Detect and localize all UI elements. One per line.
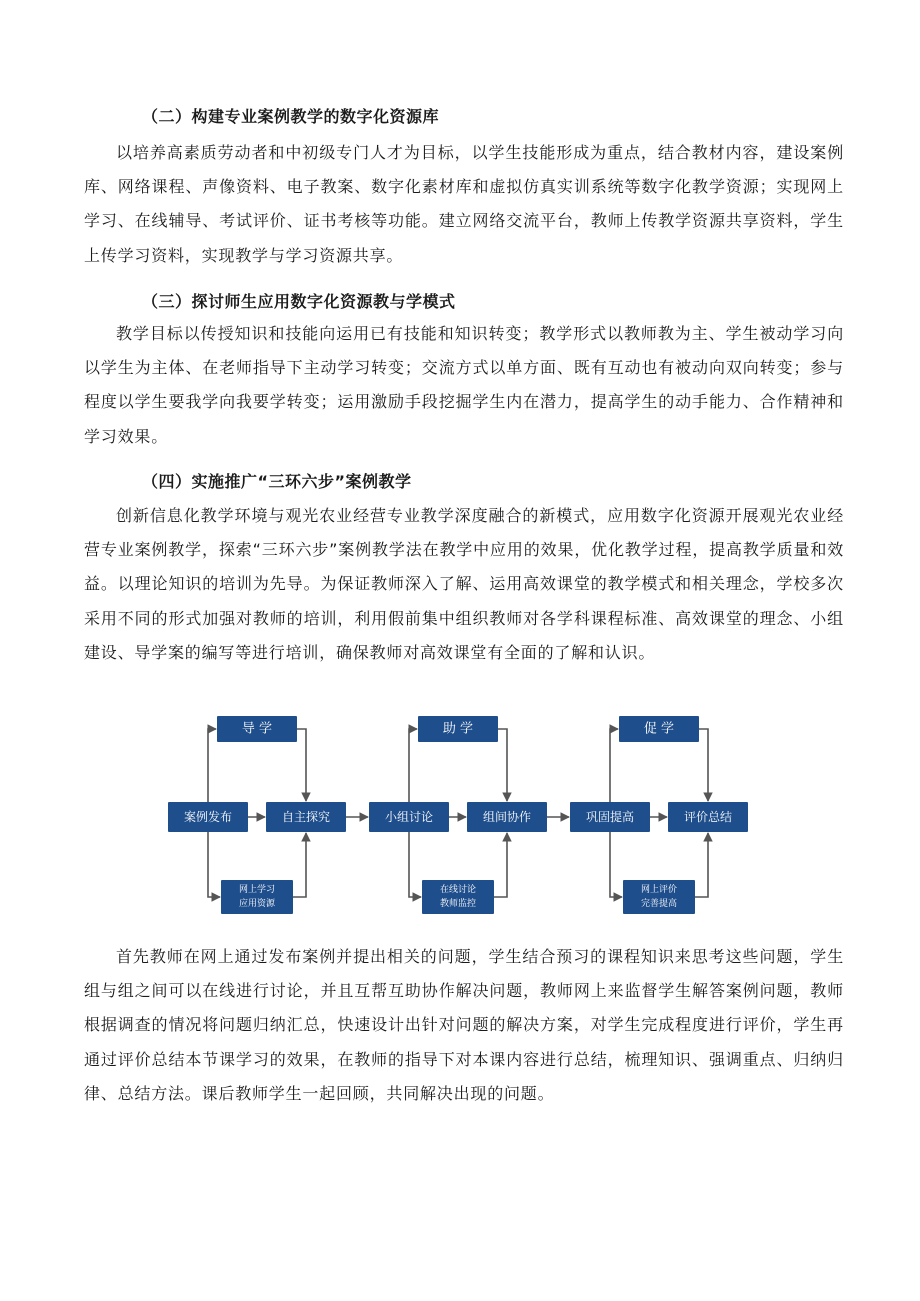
step-label: 小组讨论 (384, 810, 434, 824)
section-paragraph-3: 教学目标以传授知识和技能向运用已有技能和知识转变；教学形式以教师教为主、学生被动学习向以学生为主体、在老师指导下主动学习转变；交流方式以单方面、既有互动也有被动向双向转变；参与程度以学生要我学向我要学转变；运用激励手段挖掘学生内在潜力，提高学生的动手能力、合作精神和学习效果。 (84, 324, 844, 446)
ring-top-label: 助 学 (442, 721, 474, 737)
three-rings-six-steps-diagram (150, 700, 770, 930)
section-paragraph-4: 创新信息化教学环境与观光农业经营专业教学深度融合的新模式，应用数字化资源开展观光农业经营专业案例教学，探索“三环六步”案例教学法在教学中应用的效果，优化教学过程，提高教学质量和效益。以理论知识的培训为先导。为保证教师深入了解、运用高效课堂的教学模式和相关理念，学校多次采用不同的形式加强对教师的培训，利用假前集中组织教师对各学科课程标准、高效课堂的理念、小组建设、导学案的编写等进行培训，确保教师对高效课堂有全面的了解和认识。 (84, 506, 844, 662)
section-heading-2: （二）构建专业案例教学的数字化资源库 (142, 107, 440, 126)
ring-bottom-label-line1: 网上学习 (238, 885, 276, 895)
step-label: 组间协作 (482, 810, 532, 824)
section-paragraph-2: 以培养高素质劳动者和中初级专门人才为目标，以学生技能形成为重点，结合教材内容，建设案例库、网络课程、声像资料、电子教案、数字化素材库和虚拟仿真实训系统等数字化教学资源；实现网上学习、在线辅导、考试评价、证书考核等功能。建立网络交流平台，教师上传教学资源共享资料，学生上传学习资料，实现教学与学习资源共享。 (84, 143, 844, 265)
step-3 (369, 802, 449, 832)
step-4 (467, 802, 547, 832)
ring-bottom-label-line2: 教师监控 (439, 899, 477, 909)
closing-paragraph: 首先教师在网上通过发布案例并提出相关的问题，学生结合预习的课程知识来思考这些问题，学生组与组之间可以在线进行讨论，并且互帮互助协作解决问题，教师网上来监督学生解答案例问题，教师根据调查的情况将问题归纳汇总，快速设计出针对问题的解决方案，对学生完成程度进行评价，学生再通过评价总结本节课学习的效果，在教师的指导下对本课内容进行总结，梳理知识、强调重点、归纳归律、总结方法。课后教师学生一起回顾，共同解决出现的问题。 (84, 947, 844, 1103)
step-label: 评价总结 (683, 810, 733, 824)
ring-top-label: 促 学 (643, 721, 675, 737)
section-heading-4: （四）实施推广“三环六步”案例教学 (142, 472, 412, 491)
ring-bottom-label-line1: 网上评价 (640, 885, 678, 895)
ring-top-label: 导 学 (241, 721, 273, 737)
step-label: 自主探究 (281, 810, 331, 824)
step-6 (668, 802, 748, 832)
ring-bottom-label-line2: 完善提高 (640, 899, 678, 909)
step-label: 巩固提高 (585, 810, 635, 824)
step-2 (266, 802, 346, 832)
step-label: 案例发布 (183, 810, 233, 824)
step-5 (570, 802, 650, 832)
section-heading-3: （三）探讨师生应用数字化资源教与学模式 (142, 292, 456, 311)
ring-bottom-label-line1: 在线讨论 (439, 885, 477, 895)
ring-bottom-label-line2: 应用资源 (238, 899, 276, 909)
step-1 (168, 802, 248, 832)
